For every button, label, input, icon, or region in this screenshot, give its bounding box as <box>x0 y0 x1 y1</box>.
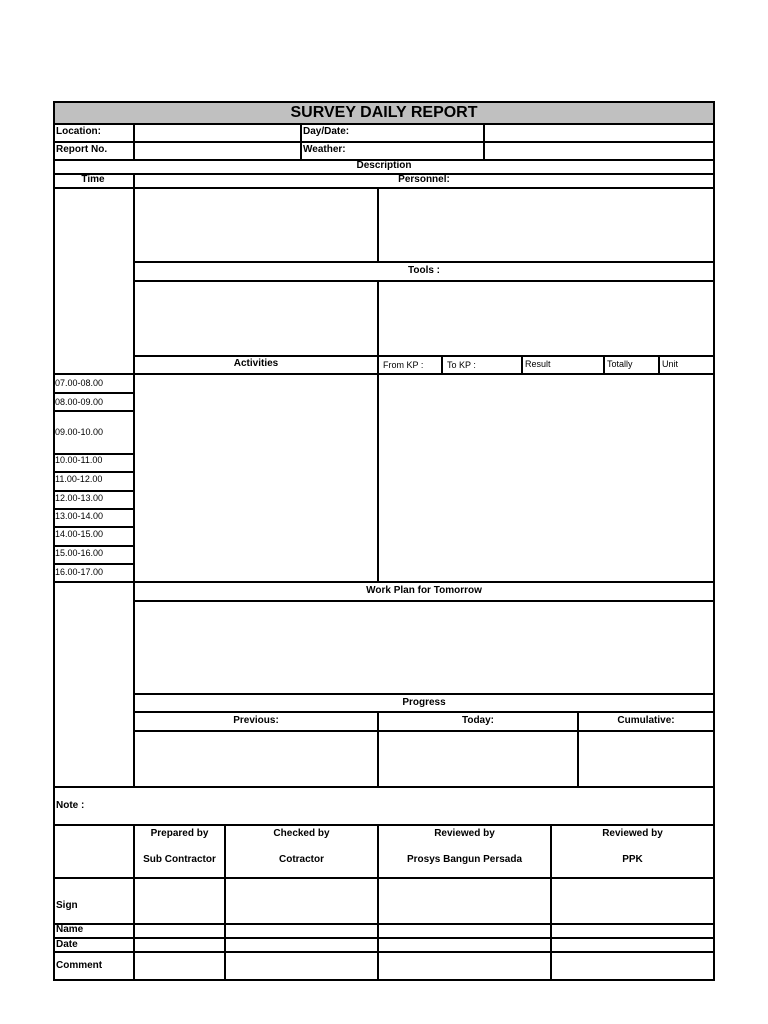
time-slot: 15.00-16.00 <box>55 548 104 558</box>
time-heading: Time <box>81 174 105 185</box>
from-kp-label: From KP : <box>383 360 424 370</box>
sub-contractor-label: Sub Contractor <box>143 854 216 865</box>
time-slot: 16.00-17.00 <box>55 567 104 577</box>
rule <box>521 355 523 375</box>
reviewed-by-label: Reviewed by <box>602 828 663 839</box>
tools-field-left[interactable] <box>135 282 377 354</box>
previous-field[interactable] <box>135 732 377 786</box>
rule <box>133 355 715 357</box>
checked-by-label: Checked by <box>273 828 330 839</box>
day-date-label: Day/Date: <box>303 126 350 137</box>
name-label: Name <box>56 924 84 935</box>
reviewed-by-label: Reviewed by <box>434 828 495 839</box>
rule <box>53 824 715 826</box>
rule <box>133 711 715 713</box>
time-slot: 08.00-09.00 <box>55 397 104 407</box>
comment-label: Comment <box>56 960 103 971</box>
totally-label: Totally <box>607 359 633 369</box>
sign-field-ppk[interactable] <box>552 879 713 923</box>
rule <box>53 951 715 953</box>
cumulative-field[interactable] <box>579 732 713 786</box>
report-no-field[interactable] <box>135 143 300 159</box>
time-slot: 14.00-15.00 <box>55 529 104 539</box>
sign-field-sub-contractor[interactable] <box>135 879 224 923</box>
rule <box>53 581 715 583</box>
cumulative-heading: Cumulative: <box>617 715 675 726</box>
personnel-heading: Personnel: <box>398 174 450 185</box>
time-slot: 07.00-08.00 <box>55 378 104 388</box>
rule <box>133 261 715 263</box>
sign-field-cotractor[interactable] <box>226 879 377 923</box>
tools-heading: Tools : <box>407 265 441 276</box>
time-slot: 09.00-10.00 <box>55 427 104 437</box>
rule <box>53 563 133 565</box>
personnel-field-left[interactable] <box>135 189 377 261</box>
rule <box>53 526 133 528</box>
time-slot: 13.00-14.00 <box>55 511 104 521</box>
activities-field[interactable] <box>135 375 377 581</box>
rule <box>441 355 443 375</box>
progress-heading: Progress <box>402 697 446 708</box>
work-plan-heading: Work Plan for Tomorrow <box>366 585 482 596</box>
rule <box>603 355 605 375</box>
frame-top <box>53 101 715 103</box>
today-field[interactable] <box>379 732 577 786</box>
frame-bottom <box>53 979 715 981</box>
previous-heading: Previous: <box>233 715 279 726</box>
work-plan-field[interactable] <box>135 602 713 693</box>
rule <box>300 123 302 161</box>
sign-field-prosys[interactable] <box>379 879 550 923</box>
today-heading: Today: <box>461 715 495 726</box>
prepared-by-label: Prepared by <box>150 828 209 839</box>
frame-right <box>713 101 715 981</box>
activities-heading: Activities <box>233 358 279 369</box>
frame-left <box>53 101 55 981</box>
rule <box>53 410 133 412</box>
note-field[interactable] <box>113 788 713 824</box>
rule <box>53 508 133 510</box>
personnel-field-right[interactable] <box>379 189 713 261</box>
rule <box>53 545 133 547</box>
report-no-label: Report No. <box>56 144 108 155</box>
date-label: Date <box>56 939 78 950</box>
survey-daily-report-form <box>53 101 715 981</box>
rule <box>53 923 715 925</box>
note-label: Note : <box>56 800 85 811</box>
tools-field-right[interactable] <box>379 282 713 354</box>
weather-label: Weather: <box>303 144 346 155</box>
weather-field[interactable] <box>485 143 713 159</box>
ppk-label: PPK <box>622 854 643 865</box>
description-heading: Description <box>356 160 412 171</box>
prosys-label: Prosys Bangun Persada <box>406 854 523 865</box>
activities-results-field[interactable] <box>379 375 713 581</box>
rule <box>53 937 715 939</box>
time-slot: 10.00-11.00 <box>55 455 103 465</box>
result-label: Result <box>525 359 551 369</box>
location-field[interactable] <box>135 125 300 141</box>
cotractor-label: Cotractor <box>278 854 324 865</box>
day-date-field[interactable] <box>485 125 713 141</box>
rule <box>133 693 715 695</box>
location-label: Location: <box>56 126 101 137</box>
rule <box>53 471 133 473</box>
time-slot: 11.00-12.00 <box>55 474 103 484</box>
to-kp-label: To KP : <box>447 360 476 370</box>
sign-label: Sign <box>56 900 78 911</box>
rule <box>53 490 133 492</box>
rule <box>658 355 660 375</box>
report-title: SURVEY DAILY REPORT <box>290 104 478 121</box>
time-slot: 12.00-13.00 <box>55 493 104 503</box>
unit-label: Unit <box>662 359 679 369</box>
rule <box>53 392 133 394</box>
